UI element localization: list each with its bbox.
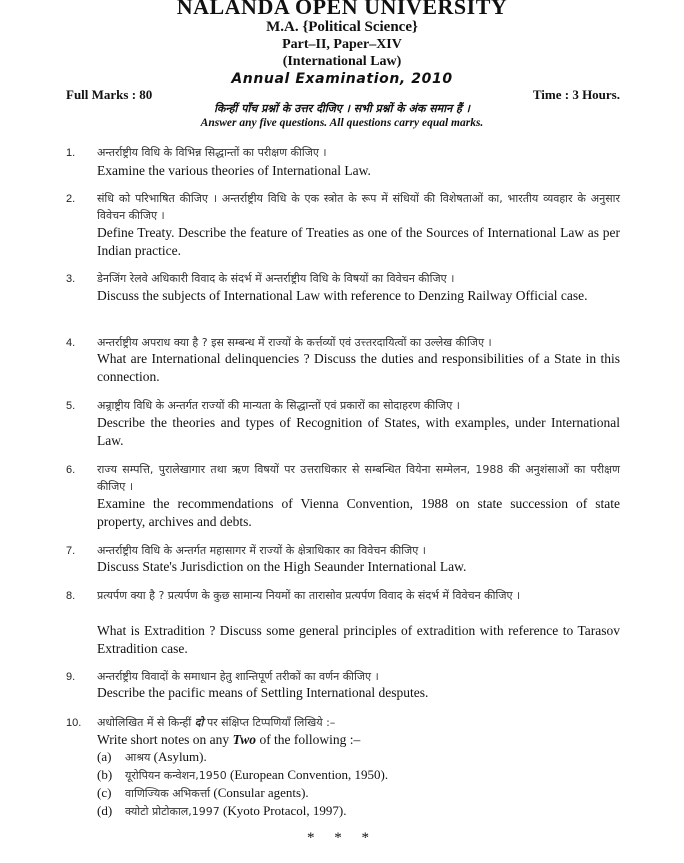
- note-hindi: आश्रय: [125, 751, 151, 764]
- note-hindi: यूरोपियन कन्वेशन,1950: [125, 769, 227, 782]
- note-english: (Consular agents).: [213, 785, 309, 800]
- university-name: NALANDA OPEN UNIVERSITY: [176, 0, 508, 19]
- question-hindi: डेनजिंग रेलवे अधिकारी विवाद के संदर्भ में अन्तर्राष्ट्रीय विधि के विषयों का विवेचन कीजिए ।: [97, 272, 455, 285]
- question-number: 6.: [66, 464, 76, 476]
- question-hindi: प्रत्यर्पण क्या है ? प्रत्यर्पण के कुछ सामान्य नियमों का तारासोव प्रत्यर्पण विवाद के संदर्भ में विवेचन कीजिए ।: [97, 589, 521, 602]
- question-number: 10.: [66, 717, 82, 729]
- question-hindi: अन्तर्राष्ट्रीय अपराध क्या है ? इस सम्बन्ध में राज्यों के कर्त्तव्यों एवं उत्त्तरदायित्वों का उल्लेख कीजिए ।: [97, 336, 492, 349]
- question-number: 2.: [66, 193, 76, 205]
- question-hindi: राज्य सम्पत्ति, पुरालेखागार तथा ऋण विषयों पर उत्तराधिकार से सम्बन्धित वियेना सम्मेलन, 1988 की अनुशंसाओं का परीक्षण कीजिए ।: [97, 463, 620, 493]
- note-d: [125, 803, 346, 819]
- question-hindi: अन्तर्राष्ट्रीय विधि के अन्तर्गत महासागर में राज्यों के क्षेत्राधिकार का विवेचन कीजिए ।: [97, 544, 426, 557]
- paper-part: Part–II, Paper–XIV: [282, 37, 402, 52]
- q10-english-post: of the following :–: [259, 732, 361, 747]
- question-number: 5.: [66, 400, 76, 412]
- question-english: What are International delinquencies ? Discuss the duties and responsibilities of a State in this connection.: [97, 351, 620, 384]
- note-b: [125, 767, 388, 783]
- question-english: Examine the various theories of International Law.: [97, 163, 371, 178]
- question-number: 7.: [66, 545, 76, 557]
- note-key: (c): [97, 785, 112, 800]
- course-title: M.A. {Political Science}: [266, 19, 418, 35]
- note-english: (Asylum).: [153, 749, 207, 764]
- note-a: [125, 749, 207, 765]
- question-english: What is Extradition ? Discuss some general principles of extradition with reference to Tarasov Extradition case.: [97, 623, 620, 656]
- note-english: (Kyoto Protacol, 1997).: [223, 803, 347, 818]
- instruction-english: Answer any five questions. All questions carry equal marks.: [200, 117, 484, 129]
- question-english: Discuss State's Jurisdiction on the High Seaunder International Law.: [97, 559, 467, 574]
- question-hindi: [97, 714, 620, 731]
- q10-english-emph: Two: [232, 732, 257, 747]
- note-hindi: वाणिज्यिक अभिकर्त्ता: [125, 787, 211, 800]
- question-number: 1.: [66, 147, 76, 159]
- question-english: Describe the pacific means of Settling International desputes.: [97, 685, 429, 700]
- full-marks: Full Marks : 80: [66, 87, 153, 102]
- instruction-hindi: किन्हीं पाँच प्रश्नों के उत्तर दीजिए । सभी प्रश्नों के अंक समान हैं ।: [214, 102, 470, 115]
- question-number: 4.: [66, 337, 76, 349]
- exam-title: Annual Examination, 2010: [231, 71, 453, 87]
- paper-subject: (International Law): [282, 54, 402, 69]
- question-hindi: अन्र्राष्ट्रीय विधि के अन्तर्गत राज्यों की मान्यता के सिद्धान्तों एवं प्रकारों का सोदाहरण कीजिए ।: [97, 399, 460, 412]
- question-english: Describe the theories and types of Recognition of States, with examples, under International Law.: [97, 415, 620, 448]
- exam-time: Time : 3 Hours.: [532, 87, 620, 102]
- q10-english-pre: Write short notes on any: [97, 732, 230, 747]
- note-hindi: क्योटो प्रोटोकाल,1997: [125, 805, 220, 818]
- q10-hindi-emph: दो: [194, 716, 204, 729]
- note-key: (b): [97, 767, 113, 782]
- q10-hindi-pre: अधोलिखित में से किन्हीं: [97, 716, 192, 729]
- question-hindi: अन्तर्राष्ट्रीय विधि के विभिन्न सिद्धान्तों का परीक्षण कीजिए ।: [97, 146, 327, 159]
- note-c: [125, 785, 309, 801]
- question-english: Define Treaty. Describe the feature of Treaties as one of the Sources of International Law as per Indian practice.: [97, 225, 620, 258]
- note-key: (a): [97, 749, 112, 764]
- question-number: 8.: [66, 590, 76, 602]
- question-hindi: संधि को परिभाषित कीजिए । अन्तर्राष्ट्रीय विधि के एक स्त्रोत के रूप में संधियों की विशेषताओं का, भारतीय व्यवहार के अनुसार विवेचन कीजिए ।: [97, 192, 620, 222]
- note-key: (d): [97, 803, 113, 818]
- question-number: 9.: [66, 671, 76, 683]
- end-marker: * * *: [307, 830, 377, 846]
- question-number: 3.: [66, 273, 76, 285]
- question-english: Discuss the subjects of International Law with reference to Denzing Railway Official case.: [97, 288, 588, 303]
- question-english: Examine the recommendations of Vienna Convention, 1988 on state succession of state property, archives and debts.: [97, 496, 620, 529]
- question-english: [97, 731, 620, 749]
- q10-hindi-post: पर संक्षिप्त टिप्पणियाँ लिखिये :–: [206, 716, 336, 729]
- question-hindi: अन्तर्राष्ट्रीय विवादों के समाधान हेतु शान्तिपूर्ण तरीकों का वर्णन कीजिए ।: [97, 670, 379, 683]
- note-english: (European Convention, 1950).: [230, 767, 389, 782]
